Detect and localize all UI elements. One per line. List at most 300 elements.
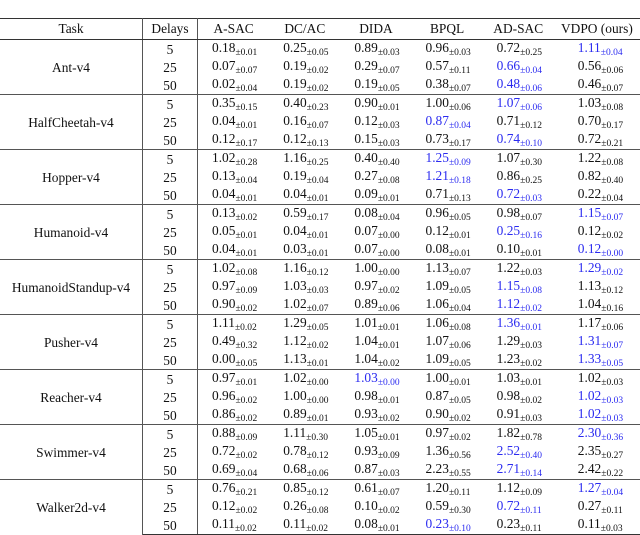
std-value: 0.18 [454,176,471,186]
score-std [520,121,542,131]
score-mean: 1.23 [496,351,521,366]
plus-minus: ± [520,194,526,204]
plus-minus: ± [601,231,607,241]
plus-minus: ± [306,158,312,168]
std-value: 0.02 [606,231,624,241]
score-cell [269,461,340,480]
plus-minus: ± [235,414,241,424]
score-std [235,524,257,534]
score-std [449,249,471,259]
plus-minus: ± [235,286,241,296]
score-cell [340,241,411,260]
score-mean: 0.40 [283,95,307,110]
score-std [235,103,257,113]
score-cell [198,241,270,260]
score-std [307,84,329,94]
score-cell [554,95,640,114]
score-mean: 0.25 [283,40,307,55]
score-mean: 0.93 [354,406,378,421]
score-cell-best [412,150,483,169]
score-cell [198,296,270,315]
score-std [235,433,257,443]
score-std [449,396,471,406]
plus-minus: ± [306,176,312,186]
score-mean: 0.26 [283,498,307,513]
score-std [307,506,329,516]
score-cell [269,150,340,169]
std-value: 0.25 [525,48,542,58]
score-cell [340,351,411,370]
score-cell [483,406,554,425]
score-std [601,84,623,94]
std-value: 0.05 [311,48,329,58]
score-mean: 0.02 [212,76,236,91]
plus-minus: ± [600,48,606,58]
plus-minus: ± [448,414,455,424]
score-mean: 2.23 [425,461,449,476]
score-std [449,359,471,369]
score-cell [340,516,411,535]
std-value: 0.04 [606,194,624,204]
score-mean: 0.10 [354,498,378,513]
score-std [520,341,542,351]
plus-minus: ± [235,66,241,76]
header-a-sac: A-SAC [198,19,270,40]
score-std [235,286,257,296]
delay-value: 50 [143,76,198,95]
score-mean: 1.31 [577,333,602,348]
score-mean: 0.90 [354,95,378,110]
score-std [520,414,542,424]
std-value: 0.04 [311,176,329,186]
std-value: 0.08 [383,176,400,186]
plus-minus: ± [306,231,312,241]
plus-minus: ± [520,433,526,443]
score-mean: 0.23 [425,516,449,531]
score-cell [269,241,340,260]
score-mean: 0.19 [283,76,307,91]
std-value: 0.01 [240,231,258,241]
delay-value: 5 [143,95,198,114]
std-value: 0.01 [240,121,258,131]
score-std [307,469,329,479]
score-cell [198,278,270,296]
std-value: 0.03 [454,48,471,58]
plus-minus: ± [601,249,607,259]
table-row [0,425,640,444]
score-std [520,84,542,94]
score-cell-best [554,480,640,499]
delay-value: 5 [143,150,198,169]
score-cell-best [483,223,554,241]
delay-value: 25 [143,223,198,241]
score-mean: 0.49 [212,333,236,348]
plus-minus: ± [520,176,526,186]
plus-minus: ± [520,396,526,406]
plus-minus: ± [520,139,526,149]
delay-value: 50 [143,406,198,425]
score-cell [483,480,554,499]
score-cell [198,95,270,114]
score-cell [198,333,270,351]
plus-minus: ± [520,304,526,314]
score-mean: 2.42 [577,461,602,476]
score-mean: 1.13 [577,278,602,293]
plus-minus: ± [520,103,526,113]
score-cell [554,461,640,480]
std-value: 0.03 [383,469,400,479]
plus-minus: ± [520,286,526,296]
score-mean: 0.78 [283,443,307,458]
score-mean: 1.03 [354,370,378,385]
std-value: 0.02 [454,433,471,443]
score-std [235,121,257,131]
table-body [0,40,640,535]
task-name: HalfCheetah-v4 [0,95,143,150]
std-value: 0.09 [383,451,400,461]
plus-minus: ± [601,194,607,204]
score-mean: 1.29 [577,260,602,275]
score-std [601,488,623,498]
std-value: 0.01 [454,378,471,388]
score-std [601,451,623,461]
score-std [520,103,542,113]
std-value: 0.07 [311,304,329,314]
table-row [0,260,640,279]
score-std [378,231,400,241]
std-value: 0.01 [383,103,400,113]
std-value: 0.03 [525,414,542,424]
std-value: 0.17 [606,121,624,131]
score-cell [340,40,411,59]
score-cell [340,205,411,224]
score-std [235,323,257,333]
score-cell [198,315,270,334]
score-std [601,378,623,388]
score-cell-best [554,406,640,425]
score-std [601,359,623,369]
std-value: 0.02 [240,304,258,314]
plus-minus: ± [235,469,241,479]
score-mean: 1.02 [212,260,236,275]
std-value: 0.02 [311,84,329,94]
std-value: 0.04 [240,176,258,186]
plus-minus: ± [306,268,312,278]
plus-minus: ± [235,378,241,388]
score-std [449,524,471,534]
plus-minus: ± [520,469,526,479]
delay-value: 50 [143,131,198,150]
score-std [601,469,623,479]
score-cell [483,351,554,370]
score-std [307,414,329,424]
delay-value: 50 [143,186,198,205]
score-std [601,323,623,333]
score-std [520,524,542,534]
score-cell [554,278,640,296]
plus-minus: ± [448,268,455,278]
score-cell [483,425,554,444]
header-dida: DIDA [340,19,411,40]
table-row [0,150,640,169]
std-value: 0.40 [383,158,400,168]
score-mean: 2.71 [496,461,521,476]
score-mean: 0.98 [496,388,521,403]
score-std [520,323,542,333]
header-row [0,19,640,40]
plus-minus: ± [377,323,384,333]
score-mean: 0.90 [212,296,236,311]
plus-minus: ± [448,451,455,461]
score-std [601,213,623,223]
std-value: 0.05 [311,323,329,333]
score-cell [554,150,640,169]
score-cell [554,443,640,461]
score-std [520,469,542,479]
plus-minus: ± [520,524,526,534]
score-std [307,451,329,461]
task-name: Walker2d-v4 [0,480,143,535]
plus-minus: ± [377,176,384,186]
plus-minus: ± [306,341,312,351]
std-value: 0.01 [240,378,258,388]
score-std [378,451,400,461]
delay-value: 25 [143,388,198,406]
std-value: 0.01 [454,249,471,259]
score-mean: 0.07 [354,223,378,238]
std-value: 0.01 [311,359,329,369]
std-value: 0.03 [383,121,400,131]
score-cell [412,351,483,370]
score-std [378,103,400,113]
score-mean: 1.82 [496,425,521,440]
score-mean: 1.12 [283,333,307,348]
std-value: 0.06 [311,469,329,479]
score-cell-best [483,58,554,76]
table-row [0,370,640,389]
std-value: 0.07 [525,213,542,223]
table-row [0,95,640,114]
score-cell-best [340,370,411,389]
score-std [378,323,400,333]
std-value: 0.03 [525,194,542,204]
header-ad-sac: AD-SAC [483,19,554,40]
delay-value: 50 [143,351,198,370]
delay-value: 50 [143,241,198,260]
score-std [307,121,329,131]
score-mean: 0.87 [425,113,449,128]
score-cell [412,76,483,95]
score-cell-best [554,425,640,444]
score-std [378,176,400,186]
score-mean: 1.02 [212,150,236,165]
score-cell [412,205,483,224]
plus-minus: ± [235,231,241,241]
std-value: 0.09 [240,433,258,443]
std-value: 0.06 [525,84,542,94]
score-std [307,378,329,388]
std-value: 0.08 [454,323,471,333]
plus-minus: ± [234,323,241,333]
score-cell [198,388,270,406]
std-value: 0.55 [454,469,471,479]
plus-minus: ± [377,469,384,479]
plus-minus: ± [306,121,312,131]
score-mean: 1.16 [283,150,307,165]
plus-minus: ± [235,121,241,131]
std-value: 0.14 [525,469,542,479]
plus-minus: ± [448,194,455,204]
plus-minus: ± [601,103,607,113]
plus-minus: ± [448,359,455,369]
score-mean: 0.72 [496,498,521,513]
score-std [520,359,542,369]
plus-minus: ± [306,249,312,259]
plus-minus: ± [377,488,384,498]
plus-minus: ± [377,48,384,58]
std-value: 0.01 [383,341,400,351]
score-std [449,433,471,443]
plus-minus: ± [448,231,455,241]
score-cell [483,388,554,406]
score-std [235,194,257,204]
score-cell [198,443,270,461]
score-mean: 0.40 [354,150,378,165]
score-std [235,268,257,278]
plus-minus: ± [448,48,455,58]
score-std [520,158,542,168]
std-value: 0.02 [240,451,258,461]
plus-minus: ± [235,488,241,498]
plus-minus: ± [235,433,241,443]
score-mean: 0.13 [212,205,236,220]
score-std [235,84,257,94]
score-std [378,286,400,296]
score-cell-best [554,351,640,370]
std-value: 0.02 [311,66,329,76]
std-value: 0.01 [383,323,400,333]
score-cell [554,58,640,76]
score-std [378,433,400,443]
std-value: 0.02 [240,524,257,534]
score-mean: 1.02 [283,296,307,311]
score-cell [412,333,483,351]
plus-minus: ± [601,359,607,369]
std-value: 0.06 [454,341,471,351]
plus-minus: ± [448,249,455,259]
score-mean: 1.36 [425,443,449,458]
plus-minus: ± [306,323,312,333]
plus-minus: ± [520,341,526,351]
score-cell-best [554,388,640,406]
plus-minus: ± [600,524,606,534]
std-value: 0.05 [454,286,471,296]
std-value: 0.01 [240,249,258,259]
score-cell-best [483,95,554,114]
score-std [307,488,329,498]
plus-minus: ± [306,451,312,461]
score-cell [412,296,483,315]
score-std [378,524,400,534]
plus-minus: ± [306,84,312,94]
score-cell [483,260,554,279]
score-std [520,396,542,406]
std-value: 0.22 [606,469,624,479]
delay-value: 25 [143,58,198,76]
std-value: 0.03 [606,378,624,388]
std-value: 0.01 [311,194,329,204]
plus-minus: ± [520,66,526,76]
plus-minus: ± [306,524,312,534]
std-value: 0.36 [606,433,624,443]
score-mean: 1.02 [577,370,602,385]
score-mean: 0.12 [212,498,236,513]
std-value: 0.03 [606,396,624,406]
plus-minus: ± [448,433,455,443]
score-std [235,48,257,58]
std-value: 0.03 [383,139,400,149]
plus-minus: ± [377,158,384,168]
std-value: 0.30 [525,158,542,168]
std-value: 0.15 [240,103,258,113]
plus-minus: ± [601,121,607,131]
plus-minus: ± [601,341,607,351]
score-cell [340,113,411,131]
plus-minus: ± [520,451,526,461]
score-cell [269,223,340,241]
delay-value: 5 [143,40,198,59]
plus-minus: ± [306,488,312,498]
std-value: 0.07 [606,213,624,223]
score-mean: 1.16 [283,260,307,275]
delay-value: 5 [143,370,198,389]
delay-value: 25 [143,113,198,131]
std-value: 0.23 [311,103,329,113]
score-mean: 0.69 [212,461,236,476]
score-cell [198,40,270,59]
score-mean: 1.15 [577,205,602,220]
score-std [307,176,329,186]
std-value: 0.01 [240,48,258,58]
score-std [601,121,623,131]
score-cell [269,388,340,406]
score-cell-best [483,443,554,461]
score-mean: 0.09 [354,186,378,201]
score-mean: 0.16 [283,113,307,128]
score-mean: 0.05 [212,223,236,238]
score-std [449,488,471,498]
score-mean: 0.72 [496,40,521,55]
task-name: Hopper-v4 [0,150,143,205]
score-cell [554,315,640,334]
score-cell [269,296,340,315]
plus-minus: ± [306,213,312,223]
score-cell [412,388,483,406]
score-mean: 0.71 [496,113,521,128]
score-cell [269,278,340,296]
score-mean: 1.29 [283,315,307,330]
score-cell [483,205,554,224]
task-name: Humanoid-v4 [0,205,143,260]
std-value: 0.12 [311,451,329,461]
score-cell [412,58,483,76]
std-value: 0.07 [383,66,400,76]
score-mean: 0.87 [425,388,449,403]
score-cell [269,315,340,334]
plus-minus: ± [377,414,384,424]
score-std [235,249,257,259]
score-std [520,194,542,204]
